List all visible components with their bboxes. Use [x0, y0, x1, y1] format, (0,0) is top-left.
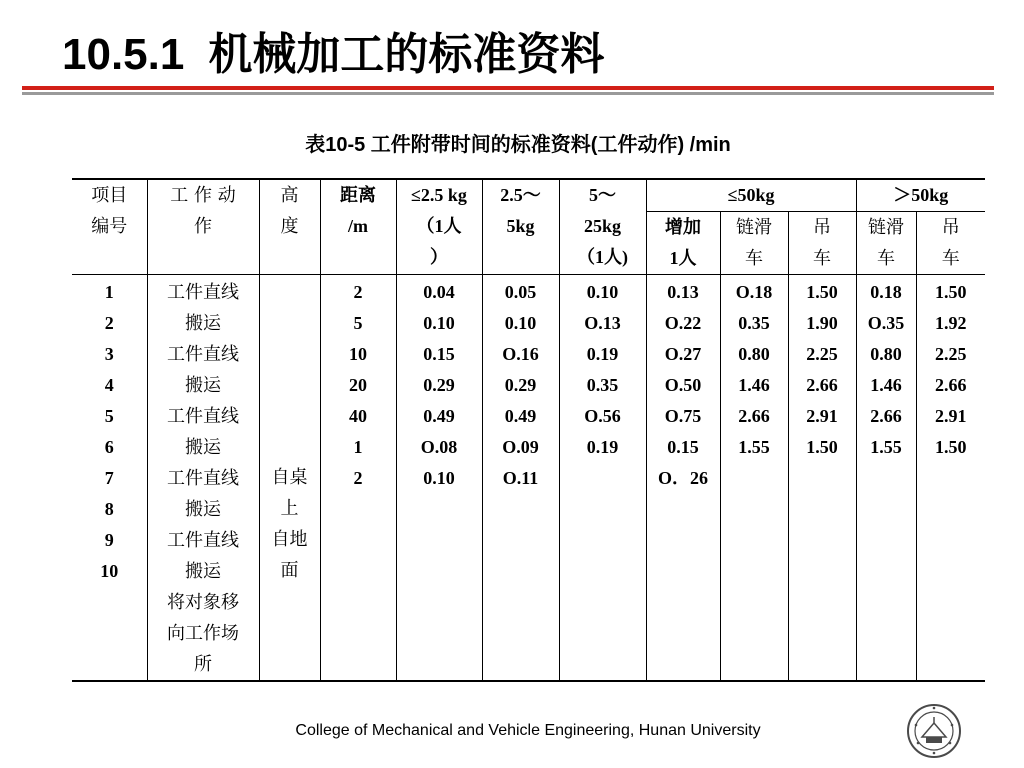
cell-line: 1 [104, 282, 114, 302]
cell-line: 工 作 动 [170, 185, 236, 206]
cell-line: 项目 [91, 185, 128, 206]
header-height [259, 179, 320, 275]
cell-line: O.13 [584, 313, 621, 333]
title-underline-red [22, 86, 994, 90]
cell-line: 车 [813, 248, 831, 269]
cell-line: 2 [353, 282, 363, 302]
cell-line: O.09 [502, 437, 539, 457]
cell-line: 工件直线 [167, 468, 239, 489]
cell-line: 所 [194, 654, 212, 675]
cell-line: 吊 [941, 217, 960, 238]
cell-line: 0.35 [738, 313, 770, 333]
standard-data-table [72, 178, 985, 682]
cell-line: O.18 [735, 282, 773, 302]
cell-line: 将对象移 [167, 592, 239, 613]
cell-line: 5～ [589, 185, 616, 205]
col-distance [320, 275, 396, 682]
cell-line: 0.10 [423, 468, 455, 488]
cell-line: 0.15 [667, 437, 699, 457]
cell-line: 1.55 [738, 437, 770, 457]
cell-line: 1.92 [935, 313, 967, 333]
cell-line: 向工作场 [167, 623, 239, 644]
cell-line: 高 [280, 185, 299, 206]
cell-line: 吊 [813, 217, 831, 238]
cell-line: 1.46 [738, 375, 770, 395]
header-chain-hoist-le50 [720, 212, 788, 275]
col-weight-2-5-to-5kg [482, 275, 559, 682]
cell-line: O.56 [584, 406, 621, 426]
cell-line: 车 [877, 248, 896, 269]
col-item-no [72, 275, 147, 682]
cell-line: （1人) [577, 247, 628, 267]
cell-line: 3 [104, 344, 114, 364]
table-caption: 表10-5 工件附带时间的标准资料(工件动作) /min [305, 134, 731, 156]
cell-line: 0.04 [423, 282, 455, 302]
cell-line: 0.10 [423, 313, 455, 333]
cell-line: 0.49 [423, 406, 455, 426]
col-add-person [646, 275, 720, 682]
cell-line: 搬运 [185, 375, 221, 396]
cell-line: O.16 [502, 344, 539, 364]
cell-line: 链滑 [736, 217, 772, 238]
cell-line: 工件直线 [167, 530, 239, 551]
cell-line: 8 [104, 499, 114, 519]
col-weight-5-to-25kg [559, 275, 646, 682]
col-chain-hoist-le50 [720, 275, 788, 682]
col-crane-le50 [788, 275, 856, 682]
header-group-gt-50kg: ＞50kg [856, 179, 985, 212]
cell-line: 5 [353, 313, 363, 333]
cell-line: 2.66 [870, 406, 902, 426]
cell-line: ≤2.5 kg [411, 185, 467, 205]
cell-line: 搬运 [185, 437, 221, 458]
cell-line: O.75 [664, 406, 702, 426]
header-row [72, 179, 985, 212]
cell-line: O.22 [664, 313, 702, 333]
cell-line: 0.15 [423, 344, 455, 364]
cell-line: 搬运 [185, 561, 221, 582]
cell-line: 1.50 [806, 282, 838, 302]
cell-line: 10 [349, 344, 367, 364]
cell-line: 6 [104, 437, 114, 457]
cell-line: 0.19 [586, 344, 619, 364]
cell-line: 2.66 [738, 406, 770, 426]
cell-line: 2.25 [935, 344, 967, 364]
col-action [147, 275, 259, 682]
cell-line: O．26 [657, 468, 708, 488]
cell-line: 25kg [583, 216, 621, 236]
cell-line: 0.29 [504, 375, 537, 395]
cell-line: 1人 [669, 248, 697, 268]
cell-line: 作 [194, 216, 212, 237]
cell-line: 增加 [665, 217, 701, 237]
cell-line: O.11 [502, 468, 539, 488]
cell-line: 编号 [91, 216, 128, 237]
header-weight-le-2-5kg [396, 179, 482, 275]
cell-line: 1.50 [935, 437, 967, 457]
header-weight-5-to-25kg [559, 179, 646, 275]
cell-line: （1人 [416, 216, 462, 236]
cell-line: 面 [280, 560, 299, 581]
cell-line: 工件直线 [167, 406, 239, 427]
cell-line: 0.05 [504, 282, 537, 302]
cell-line: 1.90 [806, 313, 838, 333]
cell-line: 自桌 [271, 467, 308, 488]
cell-line: 7 [104, 468, 114, 488]
cell-line: 0.10 [504, 313, 537, 333]
cell-line: 2.66 [935, 375, 967, 395]
cell-line: 0.80 [738, 344, 770, 364]
col-chain-hoist-gt50 [856, 275, 916, 682]
col-height [259, 275, 320, 682]
cell-line: 2.91 [935, 406, 967, 426]
cell-line: 20 [349, 375, 367, 395]
header-crane-le50 [788, 212, 856, 275]
cell-line: 0.80 [870, 344, 902, 364]
title-number: 10.5.1 [62, 30, 185, 79]
cell-line: 4 [104, 375, 114, 395]
cell-line: ） [430, 247, 448, 267]
cell-line: 0.29 [423, 375, 455, 395]
cell-line: 9 [104, 530, 114, 550]
cell-line: 5 [104, 406, 114, 426]
cell-line: 0.35 [586, 375, 619, 395]
title-text: 机械加工的标准资料 [208, 29, 605, 80]
header-item-no [72, 179, 147, 275]
cell-line: 1.46 [870, 375, 902, 395]
title-underline-gray [22, 92, 994, 95]
cell-line: 距离 [340, 185, 376, 205]
cell-line: 上 [280, 498, 299, 519]
footer-institution: College of Mechanical and Vehicle Engineering, Hunan University [295, 722, 761, 739]
header-action [147, 179, 259, 275]
cell-line: 0.13 [667, 282, 699, 302]
cell-line: 工件直线 [167, 344, 239, 365]
cell-line: 2.66 [806, 375, 838, 395]
header-add-person [646, 212, 720, 275]
cell-line: 搬运 [185, 313, 221, 334]
cell-line: 2.91 [806, 406, 838, 426]
cell-line: 5kg [506, 216, 535, 236]
header-weight-2-5-to-5kg [482, 179, 559, 275]
cell-line: 1.55 [870, 437, 902, 457]
university-seal-icon [906, 703, 962, 759]
cell-line: 搬运 [185, 499, 221, 520]
cell-line: 0.19 [586, 437, 619, 457]
cell-line: 车 [745, 248, 763, 269]
page-title [62, 18, 604, 82]
cell-line: 0.10 [586, 282, 619, 302]
cell-line: O.50 [664, 375, 702, 395]
cell-line: /m [348, 216, 368, 236]
cell-line: O.27 [664, 344, 702, 364]
header-chain-hoist-gt50 [856, 212, 916, 275]
cell-line: 40 [349, 406, 367, 426]
cell-line: 2.25 [806, 344, 838, 364]
data-row [72, 275, 985, 682]
cell-line: 度 [280, 216, 299, 237]
cell-line: 0.18 [870, 282, 902, 302]
cell-line: O.35 [867, 313, 905, 333]
cell-line: 1 [353, 437, 363, 457]
col-weight-le-2-5kg [396, 275, 482, 682]
cell-line: 2 [104, 313, 114, 333]
cell-line: 工件直线 [167, 282, 239, 303]
cell-line: 10 [100, 561, 119, 581]
cell-line: 链滑 [868, 217, 905, 238]
col-crane-gt50 [916, 275, 985, 682]
cell-line: 车 [941, 248, 960, 269]
header-crane-gt50 [916, 212, 985, 275]
header-distance [320, 179, 396, 275]
cell-line: 1.50 [935, 282, 967, 302]
cell-line: 1.50 [806, 437, 838, 457]
cell-line: 0.49 [504, 406, 537, 426]
cell-line: 2 [353, 468, 363, 488]
header-group-le-50kg: ≤50kg [646, 179, 856, 212]
cell-line: O.08 [420, 437, 458, 457]
cell-line: 2.5～ [500, 185, 541, 205]
cell-line: 自地 [271, 529, 308, 550]
